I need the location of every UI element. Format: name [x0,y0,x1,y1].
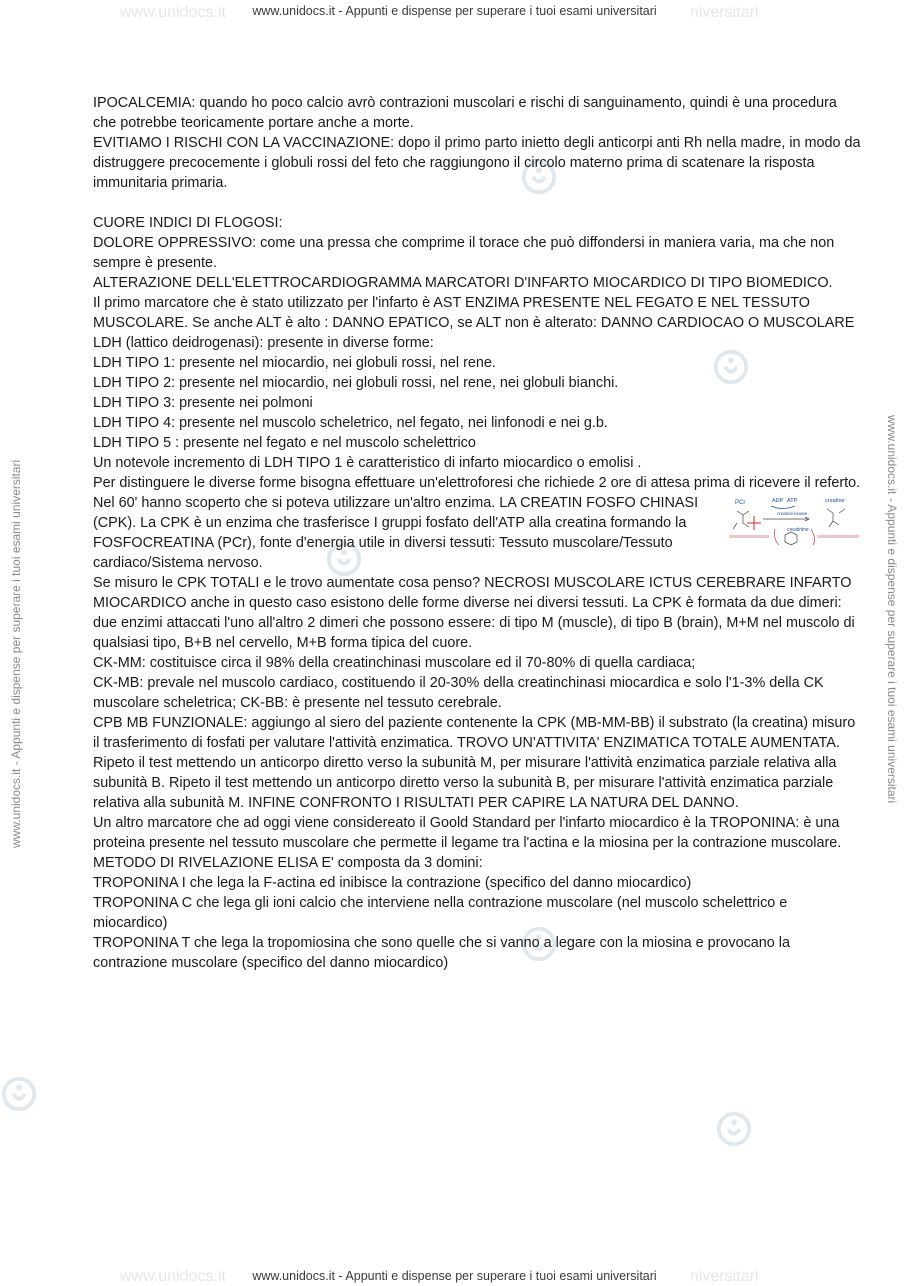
paragraph-cpk-totali: Se misuro le CPK TOTALI e le trovo aumentate cosa penso? NECROSI MUSCOLARE ICTUS CEREBRARE INFARTO MIOCARDICO anche in questo caso esistono delle forme diverse nei diversi tessuti. La CPK è formata da due dimeri: due enzimi attaccati l'uno all'altro 2 dimeri che possono essere: di tipo M (muscle), di tipo B (brain), M+M nel muscolo di qualsiasi tipo, B+B nel cervello, M+B forma tipica del cuore. [93,575,855,651]
side-watermark-right: www.unidocs.it - Appunti e dispense per superare i tuoi esami universitari [885,415,899,804]
creatinine-label: creatinine [787,527,809,533]
unidocs-logo-icon [0,1075,38,1113]
paragraph-ipocalcemia: IPOCALCEMIA: quando ho poco calcio avrò contrazioni muscolari e rischi di sanguinamento, quindi è una procedura che potrebbe teoricamente portare anche a morte. [93,95,837,131]
paragraph-elettroforesi: Per distinguere le diverse forme bisogna effettuare un'elettroforesi che richiede 2 ore di attesa prima di ricevere il referto. [93,475,861,491]
paragraph-ck-mb: CK-MB: prevale nel muscolo cardiaco, costituendo il 20-30% della creatinchinasi miocardica e solo l'1-3% della CK muscolare scheletrica; CK-BB: è presente nel tessuto cerebrale. [93,675,824,711]
paragraph-dolore: DOLORE OPPRESSIVO: come una pressa che comprime il torace che può diffondersi in maniera varia, ma che non sempre è presente. [93,235,835,271]
ghost-watermark-bottom-left: www.unidocs.it [120,1268,226,1285]
paragraph-vaccinazione: EVITIAMO I RISCHI CON LA VACCINAZIONE: dopo il primo parto iniett​o degli anticorpi anti Rh nella madre, in modo da distruggere precocemente i globuli rossi del feto che raggiungono il circolo materno prima di scatenare la risposta immunitaria primaria. [93,135,861,191]
footer-watermark: www.unidocs.it - Appunti e dispense per superare i tuoi esami universitari [252,1269,657,1283]
paragraph-ck-mm: CK-MM: costituisce circa il 98% della creatinchinasi muscolare ed il 70-80% di quella cardiaca; [93,655,696,671]
paragraph-elisa: METODO DI RIVELAZIONE ELISA E' composta da 3 domini: [93,855,483,871]
paragraph-troponina-i: TROPONINA I che lega la F-actina ed inibisce la contrazione (specifico del danno miocardico) [93,875,692,891]
paragraph-troponina: Un altro marcatore che ad oggi viene considereato il Goold Standard per l'infarto miocardico è la TROPONINA: è una proteina presente nel tessuto muscolare che permette il legame tra l'actina e la miosina per la contrazione muscolare. [93,815,842,851]
paragraph-ldh-4: LDH TIPO 4: presente nel muscolo scheletrico, nel fegato, nei linfonodi e nei g.b. [93,415,608,431]
paragraph-ldh-intro: LDH (lattico deidrogenasi): presente in diverse forme: [93,335,434,351]
adp-label: ADP [772,498,784,504]
header-watermark: www.unidocs.it - Appunti e dispense per superare i tuoi esami universitari [252,4,657,18]
paragraph-cpk: Nel 60' hanno scoperto che si poteva utilizzare un'altro enzima. LA CREATIN FOSFO CHINASI (CPK). La CPK è un enzima che trasferisce I gruppi fosfato dell'ATP alla creatina formando la FOSFOCREATINA (PCr), fonte d'energia utile in diversi tessuti: Tessuto muscolare/Tessuto cardiaco/Sistema nervoso. [93,495,699,571]
paragraph-troponina-t: TROPONINA T che lega la tropomiosina che sono quelle che si vanno a legare con la miosina e provocano la contrazione muscolare (specifico del danno miocardico) [93,935,791,971]
atp-label: ATP [787,498,798,504]
pcr-label: PCr [735,500,746,506]
paragraph-ldh-2: LDH TIPO 2: presente nel miocardio, nei globuli rossi, nel rene, nei globuli bianchi. [93,375,619,391]
enzyme-label: creatine kinase [777,511,808,516]
paragraph-ldh-1: LDH TIPO 1: presente nel miocardio, nei globuli rossi, nel rene. [93,355,496,371]
paragraph-cpb-mb: CPB MB FUNZIONALE: aggiungo al siero del paziente contenente la CPK (MB-MM-BB) il substrato (la creatina) misuro il trasferimento di fosfati per valutare l'attività enzimatica. TROVO UN'ATTIVITA' ENZIMATICA TOTALE AUMENTATA. [93,715,856,751]
paragraph-ripeto-test: Ripeto il test mettendo un anticorpo diretto verso la subunità M, per misurare l'attività enzimatica parziale relativa alla subunità B. Ripeto il test mettendo un anticorpo diretto verso la subunità B, per misurare l'attività enzimatica parziale relativa alla subunità M. INFINE CONFRONTO I RISULTATI PER CAPIRE LA NATURA DEL DANNO. [93,755,837,811]
unidocs-logo-icon [715,1110,753,1148]
paragraph-ast: Il primo marcatore che è stato utilizzato per l'infarto è AST ENZIMA PRESENTE NEL FEGATO E NEL TESSUTO MUSCOLARE. Se anche ALT è alto : DANNO EPATICO, se ALT non è alterato: DANNO CARDIOCAO O MUSCOLARE [93,295,855,331]
creatine-kinase-reaction-diagram [727,495,863,555]
document-body [93,93,863,973]
paragraph-troponina-c: TROPONINA C che lega gli ioni calcio che interviene nella contrazione muscolare (nel muscolo schelettrico e miocardico) [93,895,788,931]
ghost-watermark-top-left: www.unidocs.it [120,4,226,21]
paragraph-ldh-3: LDH TIPO 3: presente nei polmoni [93,395,313,411]
cpk-section [93,493,863,573]
ghost-watermark-bottom-right: niversitari [690,1268,759,1285]
paragraph-ecg: ALTERAZIONE DELL'ELETTROCARDIOGRAMMA MARCATORI D'INFARTO MIOCARDICO DI TIPO BIOMEDICO. [93,275,833,291]
section-heading-cuore: CUORE INDICI DI FLOGOSI: [93,215,283,231]
ghost-watermark-top-right: niversitari [690,4,759,21]
creatine-label: creatine [825,498,845,504]
paragraph-ldh-5: LDH TIPO 5 : presente nel fegato e nel muscolo schelettrico [93,435,476,451]
paragraph-ldh-increment: Un notevole incremento di LDH TIPO 1 è caratteristico di infarto miocardico o emolisi . [93,455,642,471]
side-watermark-left: www.unidocs.it - Appunti e dispense per superare i tuoi esami universitari [9,459,23,848]
